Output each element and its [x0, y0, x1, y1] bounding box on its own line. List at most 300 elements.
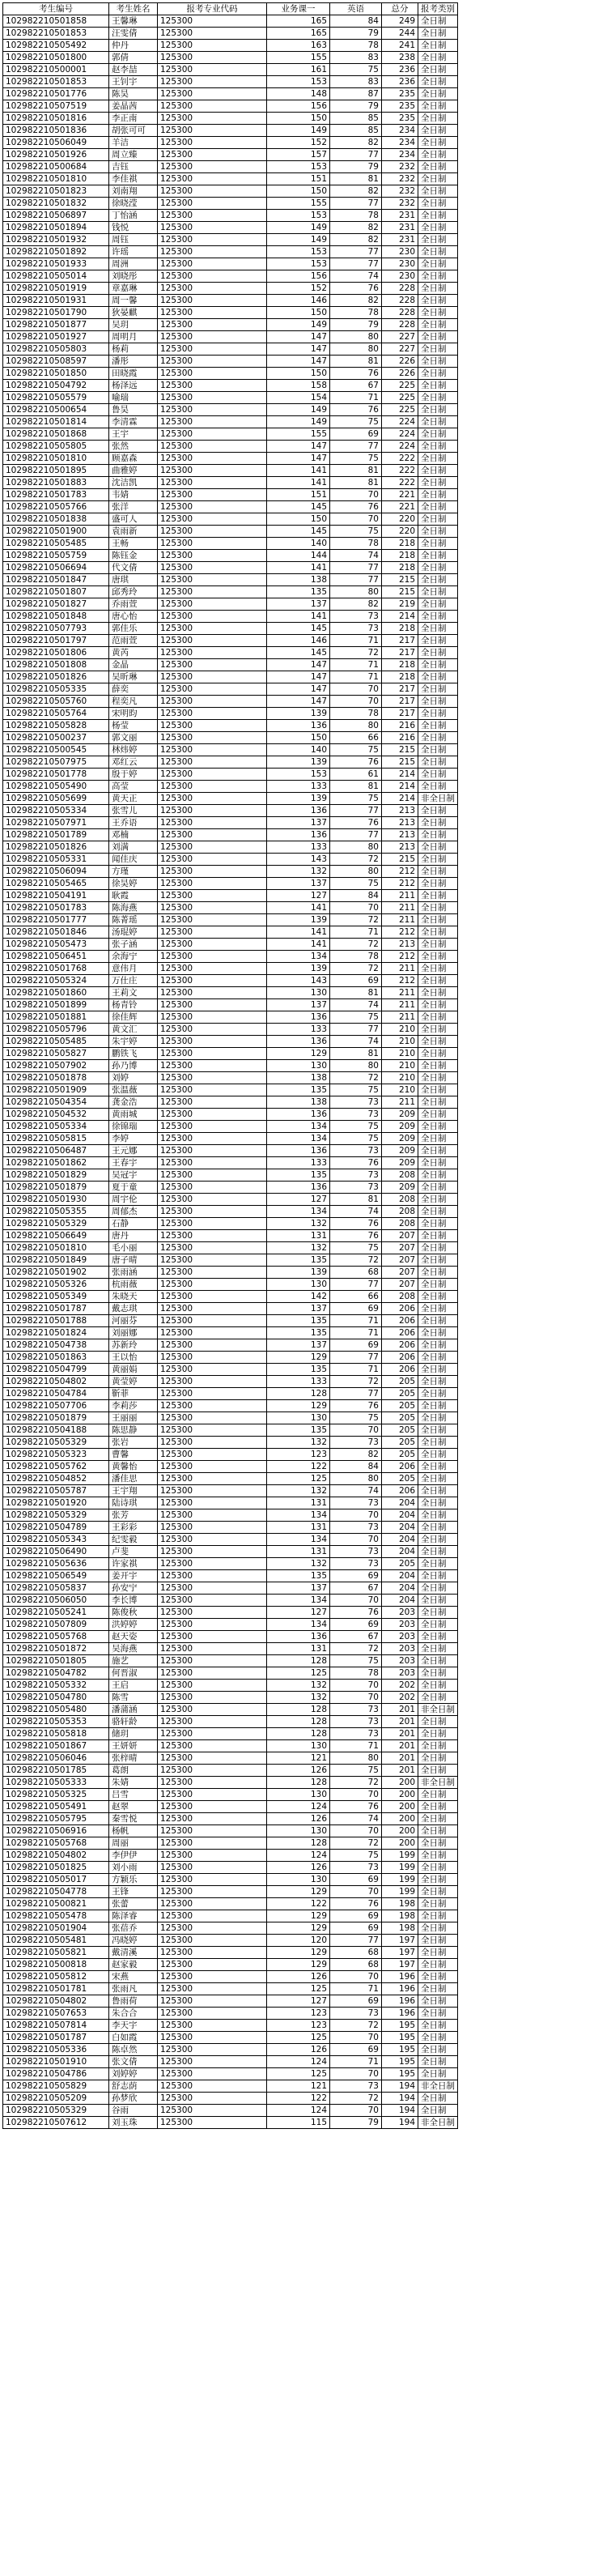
cell-total: 198	[382, 1898, 418, 1910]
cell-total: 204	[382, 1534, 418, 1546]
cell-category: 全日制	[418, 1862, 458, 1874]
cell-name: 方瑾	[109, 866, 158, 878]
cell-english: 68	[330, 1959, 382, 1971]
cell-course-one: 165	[267, 28, 330, 40]
table-row	[3, 307, 458, 319]
cell-exam-id: 102982210505209	[3, 2093, 109, 2105]
cell-course-one: 145	[267, 623, 330, 635]
cell-category: 全日制	[418, 1959, 458, 1971]
cell-major-code: 125300	[158, 720, 267, 732]
table-row	[3, 198, 458, 210]
cell-exam-id: 102982210500237	[3, 732, 109, 744]
cell-major-code: 125300	[158, 854, 267, 866]
cell-english: 81	[330, 356, 382, 368]
cell-exam-id: 102982210501877	[3, 319, 109, 331]
cell-course-one: 123	[267, 2020, 330, 2032]
cell-category: 全日制	[418, 987, 458, 999]
cell-course-one: 158	[267, 380, 330, 392]
cell-total: 199	[382, 1874, 418, 1886]
cell-course-one: 121	[267, 1752, 330, 1765]
cell-category: 全日制	[418, 1886, 458, 1898]
cell-course-one: 150	[267, 307, 330, 319]
cell-total: 221	[382, 501, 418, 513]
table-row	[3, 1509, 458, 1522]
cell-name: 冯晓婷	[109, 1935, 158, 1947]
table-row	[3, 1752, 458, 1765]
cell-course-one: 155	[267, 52, 330, 64]
cell-course-one: 163	[267, 40, 330, 52]
cell-category: 全日制	[418, 270, 458, 283]
cell-total: 205	[382, 1558, 418, 1570]
cell-english: 81	[330, 173, 382, 185]
cell-category: 全日制	[418, 1607, 458, 1619]
cell-exam-id: 102982210501847	[3, 574, 109, 586]
cell-name: 周明月	[109, 331, 158, 343]
cell-exam-id: 102982210501926	[3, 149, 109, 161]
cell-exam-id: 102982210504532	[3, 1109, 109, 1121]
cell-course-one: 156	[267, 100, 330, 113]
header-total: 总分	[382, 3, 418, 15]
cell-major-code: 125300	[158, 1910, 267, 1922]
cell-major-code: 125300	[158, 562, 267, 574]
cell-exam-id: 102982210501788	[3, 1315, 109, 1327]
cell-category: 全日制	[418, 526, 458, 538]
cell-english: 76	[330, 1230, 382, 1242]
cell-category: 全日制	[418, 1692, 458, 1704]
cell-total: 201	[382, 1765, 418, 1777]
cell-total: 208	[382, 1291, 418, 1303]
cell-category: 全日制	[418, 854, 458, 866]
cell-course-one: 136	[267, 1109, 330, 1121]
cell-english: 77	[330, 1935, 382, 1947]
cell-major-code: 125300	[158, 1182, 267, 1194]
table-row	[3, 465, 458, 477]
cell-exam-id: 102982210505333	[3, 1777, 109, 1789]
cell-exam-id: 102982210506694	[3, 562, 109, 574]
table-row	[3, 841, 458, 854]
cell-name: 刘婷婷	[109, 2068, 158, 2080]
cell-name: 刘晓彤	[109, 270, 158, 283]
cell-major-code: 125300	[158, 598, 267, 611]
cell-english: 80	[330, 1752, 382, 1765]
table-row	[3, 392, 458, 404]
cell-exam-id: 102982210505324	[3, 975, 109, 987]
cell-exam-id: 102982210505762	[3, 1461, 109, 1473]
cell-name: 刘婷	[109, 1072, 158, 1084]
cell-category: 全日制	[418, 222, 458, 234]
cell-english: 78	[330, 708, 382, 720]
cell-total: 218	[382, 623, 418, 635]
cell-major-code: 125300	[158, 40, 267, 52]
cell-english: 79	[330, 28, 382, 40]
cell-category: 全日制	[418, 1789, 458, 1801]
cell-english: 75	[330, 744, 382, 756]
cell-course-one: 137	[267, 878, 330, 890]
cell-name: 徐昊婷	[109, 878, 158, 890]
cell-course-one: 139	[267, 756, 330, 769]
cell-name: 黄馨怡	[109, 1461, 158, 1473]
cell-category: 全日制	[418, 963, 458, 975]
cell-category: 全日制	[418, 1910, 458, 1922]
cell-major-code: 125300	[158, 1145, 267, 1157]
table-row	[3, 1692, 458, 1704]
table-row	[3, 1121, 458, 1133]
cell-course-one: 150	[267, 513, 330, 526]
cell-total: 234	[382, 137, 418, 149]
cell-english: 76	[330, 1898, 382, 1910]
cell-english: 75	[330, 878, 382, 890]
table-row	[3, 1011, 458, 1024]
cell-exam-id: 102982210507902	[3, 1060, 109, 1072]
table-row	[3, 902, 458, 914]
cell-major-code: 125300	[158, 1898, 267, 1910]
cell-name: 鲁昊	[109, 404, 158, 416]
cell-total: 201	[382, 1704, 418, 1716]
table-row	[3, 744, 458, 756]
cell-major-code: 125300	[158, 1206, 267, 1218]
cell-name: 李佳祺	[109, 173, 158, 185]
cell-total: 227	[382, 343, 418, 356]
cell-total: 227	[382, 331, 418, 343]
cell-name: 王彩彩	[109, 1522, 158, 1534]
cell-name: 赵天姿	[109, 1631, 158, 1643]
cell-total: 226	[382, 368, 418, 380]
cell-english: 72	[330, 1643, 382, 1655]
cell-total: 201	[382, 1752, 418, 1765]
cell-course-one: 124	[267, 1850, 330, 1862]
cell-course-one: 155	[267, 428, 330, 441]
cell-category: 全日制	[418, 1874, 458, 1886]
cell-exam-id: 102982210500818	[3, 1959, 109, 1971]
cell-name: 徐晓滢	[109, 198, 158, 210]
cell-english: 77	[330, 149, 382, 161]
cell-exam-id: 102982210501894	[3, 222, 109, 234]
cell-category: 全日制	[418, 1121, 458, 1133]
cell-course-one: 125	[267, 2068, 330, 2080]
cell-major-code: 125300	[158, 756, 267, 769]
table-row	[3, 28, 458, 40]
cell-exam-id: 102982210505336	[3, 2044, 109, 2056]
table-row	[3, 1437, 458, 1449]
cell-name: 陈菁瑶	[109, 914, 158, 926]
cell-course-one: 132	[267, 1218, 330, 1230]
cell-name: 张雨凡	[109, 1983, 158, 1995]
table-row	[3, 1716, 458, 1728]
cell-total: 218	[382, 550, 418, 562]
cell-exam-id: 102982210505335	[3, 683, 109, 696]
cell-english: 75	[330, 1242, 382, 1254]
cell-exam-id: 102982210506916	[3, 1825, 109, 1837]
cell-category: 全日制	[418, 1595, 458, 1607]
cell-category: 全日制	[418, 1060, 458, 1072]
table-row	[3, 2080, 458, 2093]
cell-name: 张子涵	[109, 939, 158, 951]
cell-total: 209	[382, 1145, 418, 1157]
table-row	[3, 1704, 458, 1716]
cell-course-one: 141	[267, 611, 330, 623]
cell-total: 234	[382, 125, 418, 137]
cell-exam-id: 102982210501838	[3, 513, 109, 526]
cell-course-one: 125	[267, 2032, 330, 2044]
cell-english: 73	[330, 1497, 382, 1509]
cell-category: 全日制	[418, 1570, 458, 1582]
cell-course-one: 132	[267, 1242, 330, 1254]
cell-english: 71	[330, 2056, 382, 2068]
cell-major-code: 125300	[158, 635, 267, 647]
cell-total: 197	[382, 1959, 418, 1971]
cell-total: 234	[382, 149, 418, 161]
cell-category: 全日制	[418, 951, 458, 963]
cell-major-code: 125300	[158, 1376, 267, 1388]
cell-exam-id: 102982210501872	[3, 1643, 109, 1655]
cell-exam-id: 102982210505821	[3, 1947, 109, 1959]
cell-category: 全日制	[418, 76, 458, 88]
cell-category: 全日制	[418, 1072, 458, 1084]
cell-total: 199	[382, 1862, 418, 1874]
cell-category: 全日制	[418, 1364, 458, 1376]
cell-exam-id: 102982210501781	[3, 1983, 109, 1995]
cell-exam-id: 102982210505579	[3, 392, 109, 404]
cell-course-one: 143	[267, 854, 330, 866]
table-row	[3, 987, 458, 999]
cell-major-code: 125300	[158, 2068, 267, 2080]
table-row	[3, 1230, 458, 1242]
cell-major-code: 125300	[158, 1607, 267, 1619]
cell-category: 全日制	[418, 234, 458, 246]
cell-category: 全日制	[418, 1388, 458, 1400]
cell-major-code: 125300	[158, 331, 267, 343]
table-row	[3, 1169, 458, 1182]
cell-english: 76	[330, 756, 382, 769]
cell-name: 喻瑞	[109, 392, 158, 404]
cell-exam-id: 102982210501895	[3, 465, 109, 477]
cell-category: 全日制	[418, 1194, 458, 1206]
cell-course-one: 123	[267, 2008, 330, 2020]
cell-total: 207	[382, 1254, 418, 1267]
cell-english: 71	[330, 1315, 382, 1327]
cell-name: 余海宁	[109, 951, 158, 963]
cell-english: 72	[330, 854, 382, 866]
cell-category: 全日制	[418, 1352, 458, 1364]
cell-exam-id: 102982210507706	[3, 1400, 109, 1412]
cell-name: 姜开宇	[109, 1570, 158, 1582]
cell-category: 全日制	[418, 149, 458, 161]
cell-course-one: 128	[267, 1704, 330, 1716]
cell-exam-id: 102982210505332	[3, 1680, 109, 1692]
cell-course-one: 134	[267, 1509, 330, 1522]
cell-name: 戴清溪	[109, 1947, 158, 1959]
score-table	[2, 2, 458, 2129]
cell-course-one: 130	[267, 1412, 330, 1424]
cell-category: 全日制	[418, 1327, 458, 1339]
cell-category: 全日制	[418, 1728, 458, 1740]
cell-name: 姜晶茜	[109, 100, 158, 113]
cell-english: 81	[330, 1048, 382, 1060]
table-row	[3, 2093, 458, 2105]
cell-exam-id: 102982210505334	[3, 805, 109, 817]
cell-english: 76	[330, 501, 382, 513]
cell-exam-id: 102982210501827	[3, 598, 109, 611]
table-row	[3, 331, 458, 343]
cell-exam-id: 102982210501868	[3, 428, 109, 441]
table-row	[3, 538, 458, 550]
cell-english: 72	[330, 914, 382, 926]
cell-category: 全日制	[418, 2068, 458, 2080]
cell-name: 章嘉琳	[109, 283, 158, 295]
cell-exam-id: 102982210504792	[3, 380, 109, 392]
cell-category: 全日制	[418, 671, 458, 683]
cell-name: 王乔语	[109, 817, 158, 829]
cell-course-one: 165	[267, 15, 330, 28]
cell-english: 76	[330, 368, 382, 380]
cell-major-code: 125300	[158, 246, 267, 258]
table-row	[3, 1813, 458, 1825]
cell-course-one: 129	[267, 1400, 330, 1412]
cell-english: 69	[330, 1922, 382, 1935]
cell-total: 206	[382, 1303, 418, 1315]
cell-major-code: 125300	[158, 2105, 267, 2117]
cell-major-code: 125300	[158, 1400, 267, 1412]
cell-major-code: 125300	[158, 1060, 267, 1072]
cell-name: 赵李喆	[109, 64, 158, 76]
cell-course-one: 126	[267, 1862, 330, 1874]
cell-course-one: 153	[267, 76, 330, 88]
table-row	[3, 234, 458, 246]
cell-major-code: 125300	[158, 1352, 267, 1364]
cell-total: 211	[382, 987, 418, 999]
cell-exam-id: 102982210501790	[3, 307, 109, 319]
cell-exam-id: 102982210505829	[3, 2080, 109, 2093]
cell-category: 全日制	[418, 1254, 458, 1267]
cell-category: 全日制	[418, 2093, 458, 2105]
table-row	[3, 1412, 458, 1424]
cell-exam-id: 102982210507975	[3, 756, 109, 769]
cell-course-one: 131	[267, 1230, 330, 1242]
cell-course-one: 142	[267, 1291, 330, 1303]
table-row	[3, 793, 458, 805]
table-row	[3, 1522, 458, 1534]
cell-exam-id: 102982210501797	[3, 635, 109, 647]
cell-exam-id: 102982210501789	[3, 829, 109, 841]
cell-exam-id: 102982210501785	[3, 1765, 109, 1777]
cell-english: 84	[330, 15, 382, 28]
cell-category: 全日制	[418, 1813, 458, 1825]
cell-total: 215	[382, 574, 418, 586]
cell-major-code: 125300	[158, 222, 267, 234]
cell-course-one: 129	[267, 1947, 330, 1959]
cell-english: 75	[330, 1121, 382, 1133]
cell-major-code: 125300	[158, 1837, 267, 1850]
table-row	[3, 526, 458, 538]
cell-name: 汪雯倩	[109, 28, 158, 40]
cell-course-one: 151	[267, 489, 330, 501]
cell-name: 陈钰金	[109, 550, 158, 562]
cell-english: 70	[330, 1825, 382, 1837]
cell-english: 74	[330, 1813, 382, 1825]
cell-course-one: 130	[267, 1740, 330, 1752]
cell-category: 全日制	[418, 1036, 458, 1048]
cell-total: 200	[382, 1777, 418, 1789]
cell-course-one: 153	[267, 161, 330, 173]
cell-major-code: 125300	[158, 1072, 267, 1084]
cell-name: 唐心怡	[109, 611, 158, 623]
cell-name: 唐丹	[109, 1230, 158, 1242]
cell-english: 69	[330, 2044, 382, 2056]
cell-exam-id: 102982210505480	[3, 1704, 109, 1716]
cell-exam-id: 102982210505325	[3, 1789, 109, 1801]
cell-total: 217	[382, 708, 418, 720]
table-row	[3, 368, 458, 380]
cell-english: 72	[330, 1376, 382, 1388]
cell-major-code: 125300	[158, 963, 267, 975]
cell-exam-id: 102982210501879	[3, 1412, 109, 1424]
cell-english: 82	[330, 185, 382, 198]
cell-name: 杨泽远	[109, 380, 158, 392]
cell-exam-id: 102982210505764	[3, 708, 109, 720]
cell-total: 231	[382, 234, 418, 246]
cell-category: 全日制	[418, 817, 458, 829]
cell-course-one: 128	[267, 1388, 330, 1400]
cell-total: 195	[382, 2068, 418, 2080]
cell-total: 194	[382, 2105, 418, 2117]
cell-exam-id: 102982210501860	[3, 987, 109, 999]
cell-major-code: 125300	[158, 1886, 267, 1898]
cell-course-one: 137	[267, 598, 330, 611]
cell-category: 全日制	[418, 465, 458, 477]
cell-english: 67	[330, 380, 382, 392]
header-name: 考生姓名	[109, 3, 158, 15]
cell-category: 全日制	[418, 1680, 458, 1692]
cell-major-code: 125300	[158, 270, 267, 283]
cell-category: 全日制	[418, 914, 458, 926]
cell-total: 215	[382, 744, 418, 756]
cell-name: 薛奕	[109, 683, 158, 696]
cell-category: 全日制	[418, 1242, 458, 1254]
cell-category: 全日制	[418, 975, 458, 987]
cell-name: 钱悦	[109, 222, 158, 234]
cell-total: 214	[382, 793, 418, 805]
cell-name: 羊洁	[109, 137, 158, 149]
header-english: 英语	[330, 3, 382, 15]
cell-major-code: 125300	[158, 1631, 267, 1643]
cell-exam-id: 102982210501814	[3, 416, 109, 428]
cell-exam-id: 102982210504786	[3, 2068, 109, 2080]
cell-name: 李天宇	[109, 2020, 158, 2032]
cell-total: 195	[382, 2020, 418, 2032]
cell-name: 闻佳庆	[109, 854, 158, 866]
cell-english: 70	[330, 2105, 382, 2117]
cell-total: 210	[382, 1036, 418, 1048]
cell-category: 全日制	[418, 574, 458, 586]
cell-course-one: 136	[267, 720, 330, 732]
cell-major-code: 125300	[158, 52, 267, 64]
cell-english: 82	[330, 598, 382, 611]
table-row	[3, 1765, 458, 1777]
cell-exam-id: 102982210506451	[3, 951, 109, 963]
table-row	[3, 659, 458, 671]
cell-name: 吉钰	[109, 161, 158, 173]
cell-total: 205	[382, 1412, 418, 1424]
table-row	[3, 453, 458, 465]
cell-english: 85	[330, 125, 382, 137]
cell-course-one: 128	[267, 1655, 330, 1667]
cell-name: 周丽	[109, 1837, 158, 1850]
cell-course-one: 147	[267, 356, 330, 368]
cell-course-one: 137	[267, 817, 330, 829]
cell-name: 顾嘉森	[109, 453, 158, 465]
cell-total: 212	[382, 866, 418, 878]
cell-english: 77	[330, 1024, 382, 1036]
